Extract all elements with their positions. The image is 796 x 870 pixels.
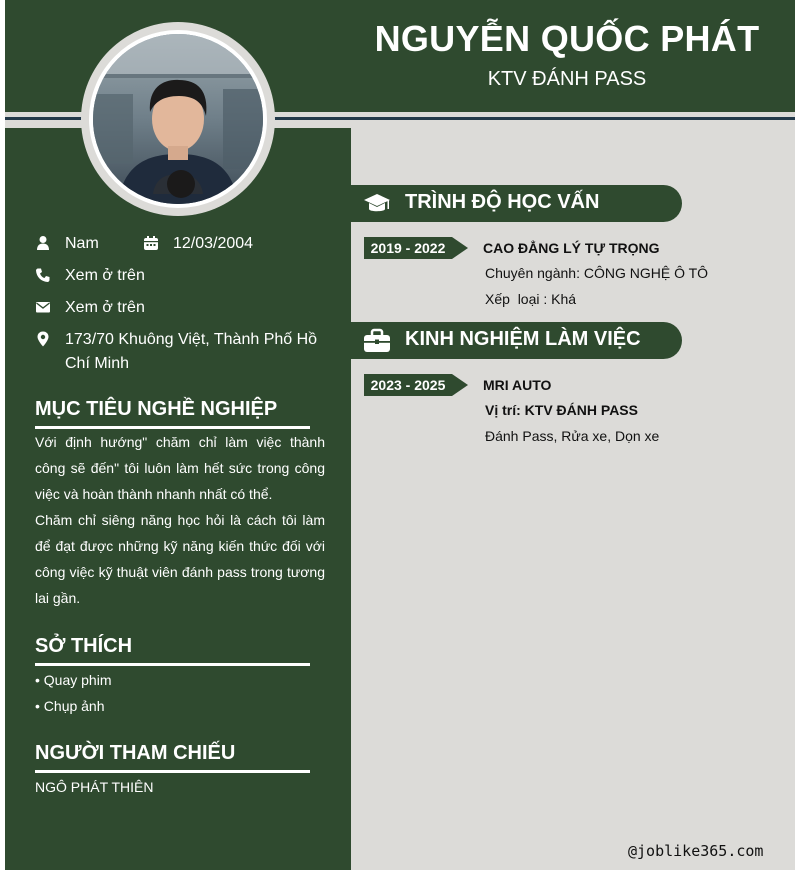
school-name: CAO ĐẲNG LÝ TỰ TRỌNG [483, 240, 660, 256]
sidebar [5, 128, 351, 870]
education-grade: Xếp loại : Khá [485, 291, 577, 307]
address-value: 173/70 Khuông Việt, Thành Phố Hồ Chí Minh [65, 331, 318, 372]
education-header [351, 185, 682, 222]
hobbies-underline [35, 663, 310, 666]
cv-page [5, 0, 795, 870]
objective-paragraph-2: Chăm chỉ siêng năng học hỏi là cách tôi làm để đạt được những kỹ năng kiến thức đối với công việc kỹ thuật viên đánh pass trong tương lai gần. [35, 512, 325, 606]
avatar [93, 34, 263, 204]
hobby-item: • Chụp ảnh [35, 698, 105, 714]
education-period: 2019 - 2022 [370, 240, 446, 256]
experience-period: 2023 - 2025 [370, 377, 446, 393]
location-pin-icon [35, 331, 51, 347]
briefcase-icon [363, 328, 391, 354]
phone-value: Xem ở trên [65, 267, 145, 284]
candidate-name: NGUYỄN QUỐC PHÁT [374, 18, 760, 59]
birthday-value: 12/03/2004 [173, 235, 254, 252]
education-title: TRÌNH ĐỘ HỌC VẤN [405, 191, 600, 213]
objective-paragraph-1: Với định hướng" chăm chỉ làm việc thành công sẽ đến" tôi luôn làm hết sức trong công việc và hoàn thành nhanh nhất có thể. [35, 434, 325, 502]
job-tasks: Đánh Pass, Rửa xe, Dọn xe [485, 428, 660, 444]
email-icon [35, 299, 51, 315]
phone-icon [35, 267, 51, 283]
company-name: MRI AUTO [483, 377, 552, 393]
education-period-tag [364, 237, 468, 259]
job-position: Vị trí: KTV ĐÁNH PASS [485, 402, 638, 418]
email-value: Xem ở trên [65, 299, 145, 316]
gender-value: Nam [65, 235, 99, 252]
graduation-cap-icon [363, 191, 391, 217]
experience-header [351, 322, 682, 359]
watermark: @joblike365.com [628, 842, 764, 860]
hobby-item: • Quay phim [35, 672, 112, 688]
references-title: NGƯỜI THAM CHIẾU [35, 742, 236, 764]
hobbies-title: SỞ THÍCH [35, 635, 133, 657]
calendar-icon [143, 235, 159, 251]
experience-title: KINH NGHIỆM LÀM VIỆC [405, 328, 641, 350]
job-title: KTV ĐÁNH PASS [487, 68, 647, 90]
education-major: Chuyên ngành: CÔNG NGHỆ Ô TÔ [485, 265, 709, 281]
reference-name: NGÔ PHÁT THIÊN [35, 779, 154, 795]
objective-title: MỤC TIÊU NGHỀ NGHIỆP [35, 398, 278, 420]
references-underline [35, 770, 310, 773]
user-icon [35, 235, 51, 251]
experience-period-tag [364, 374, 468, 396]
